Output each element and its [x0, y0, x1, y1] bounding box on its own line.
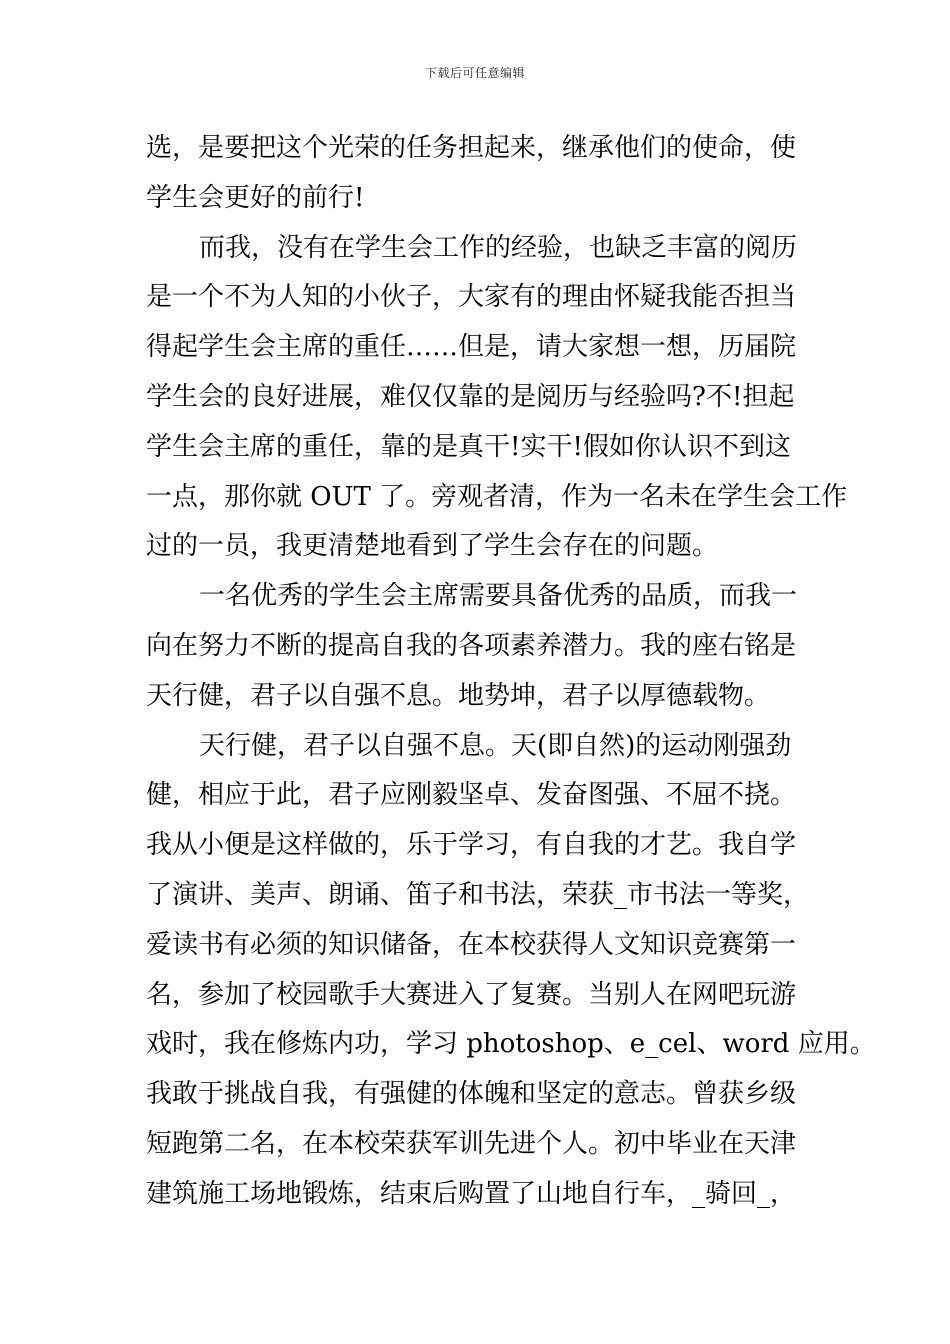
text-line: 学生会的良好进展，难仅仅靠的是阅历与经验吗?不!担起: [146, 381, 795, 412]
text-line: 建筑施工场地锻炼，结束后购置了山地自行车，_骑回_，: [146, 1178, 797, 1209]
text-line: 得起学生会主席的重任……但是，请大家想一想，历届院: [146, 332, 797, 363]
text-line: 而我，没有在学生会工作的经验，也缺乏丰富的阅历: [199, 232, 798, 263]
text-line: 一名优秀的学生会主席需要具备优秀的品质，而我一: [199, 581, 798, 612]
text-line: 健，相应于此，君子应刚毅坚卓、发奋图强、不屈不挠。: [146, 780, 797, 811]
text-line: 了演讲、美声、朗诵、笛子和书法，荣获_市书法一等奖，: [146, 879, 810, 910]
text-line: 我从小便是这样做的，乐于学习，有自我的才艺。我自学: [146, 830, 797, 861]
text-line: 一点，那你就 OUT 了。旁观者清，作为一名未在学生会工作: [146, 481, 848, 512]
text-line: 是一个不为人知的小伙子，大家有的理由怀疑我能否担当: [146, 282, 797, 313]
text-line: 天行健，君子以自强不息。地势坤，君子以厚德载物。: [146, 680, 771, 711]
text-line: 名，参加了校园歌手大赛进入了复赛。当别人在网吧玩游: [146, 979, 797, 1010]
page-header: 下载后可任意编辑: [424, 66, 525, 80]
body-text: [146, 124, 876, 1220]
text-line: 过的一员，我更清楚地看到了学生会存在的问题。: [146, 531, 719, 562]
text-line: 学生会更好的前行!: [146, 182, 365, 213]
text-line: 短跑第二名，在本校荣获军训先进个人。初中毕业在天津: [146, 1128, 797, 1159]
text-line: 我敢于挑战自我，有强健的体魄和坚定的意志。曾获乡级: [146, 1079, 797, 1110]
text-line: 选，是要把这个光荣的任务担起来，继承他们的使命，使: [146, 133, 797, 163]
text-line: 爱读书有必须的知识储备，在本校获得人文知识竞赛第一: [146, 929, 797, 960]
text-line: 学生会主席的重任，靠的是真干!实干!假如你认识不到这: [146, 431, 791, 462]
text-line: 天行健，君子以自强不息。天(即自然)的运动刚强劲: [199, 730, 792, 761]
text-line: 向在努力不断的提高自我的各项素养潜力。我的座右铭是: [146, 630, 797, 661]
text-line: 戏时，我在修炼内功，学习 photoshop、e_cel、word 应用。: [146, 1029, 876, 1060]
